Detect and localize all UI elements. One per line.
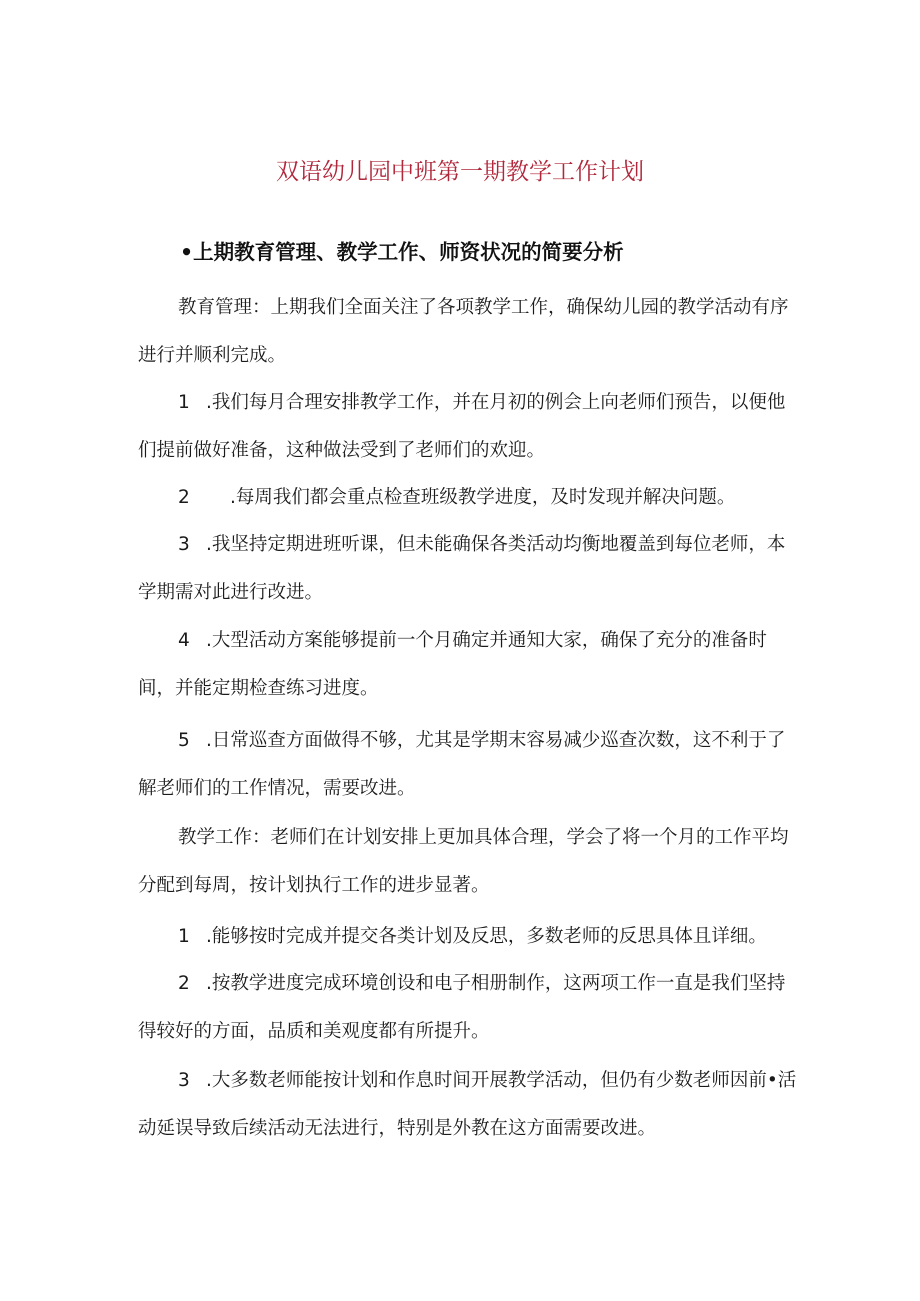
list-item-number: 5: [178, 730, 190, 751]
list-item: [138, 960, 798, 1056]
list-item-text: .我们每月合理安排教学工作，并在月初的例会上向老师们预告，以便他们提前做好准备，这种做法受到了老师们的欢迎。: [138, 392, 786, 461]
list-item-text: .我坚持定期进班听课，但未能确保各类活动均衡地覆盖到每位老师，本学期需对此进行改进。: [138, 534, 786, 603]
list-item-number: 1: [178, 392, 190, 413]
list-item-text: .能够按时完成并提交各类计划及反思，多数老师的反思具体且详细。: [206, 926, 767, 947]
paragraph-text: 教育管理：上期我们全面关注了各项教学工作，确保幼儿园的教学活动有序进行并顺利完成。: [138, 297, 789, 366]
list-item: [138, 521, 798, 617]
list-item-text: .日常巡查方面做得不够，尤其是学期末容易减少巡查次数，这不利于了解老师们的工作情况，需要改进。: [138, 730, 786, 799]
list-item-number: 3: [178, 534, 190, 555]
list-item: [138, 379, 798, 475]
section-heading: •上期教育管理、教学工作、师资状况的简要分析: [180, 240, 624, 264]
list-item-text: .每周我们都会重点检查班级教学进度，及时发现并解决问题。: [230, 487, 736, 508]
list-item-number: 4: [178, 630, 190, 651]
list-item: [138, 1057, 798, 1153]
list-item-number: 2: [178, 973, 190, 994]
list-item: [138, 617, 798, 713]
paragraph-teaching-work: [138, 814, 798, 910]
list-item-text: .按教学进度完成环境创设和电子相册制作，这两项工作一直是我们坚持得较好的方面，品质和美观度都有所提升。: [138, 973, 786, 1042]
list-item-number: 2: [178, 487, 190, 508]
list-item: [138, 474, 798, 522]
list-item: [138, 913, 798, 961]
list-item-text: .大型活动方案能够提前一个月确定并通知大家，确保了充分的准备时间，并能定期检查练习进度。: [138, 630, 767, 699]
list-item: [138, 717, 798, 813]
paragraph-text: 教学工作：老师们在计划安排上更加具体合理，学会了将一个月的工作平均分配到每周，按计划执行工作的进步显著。: [138, 827, 789, 896]
list-item-number: 3: [178, 1070, 190, 1091]
document-title: 双语幼儿园中班第一期教学工作计划: [276, 159, 644, 185]
paragraph-education-management: [138, 284, 798, 380]
list-item-text: .大多数老师能按计划和作息时间开展教学活动，但仍有少数老师因前•活动延误导致后续活动无法进行，特别是外教在这方面需要改进。: [138, 1070, 797, 1139]
list-item-number: 1: [178, 926, 190, 947]
